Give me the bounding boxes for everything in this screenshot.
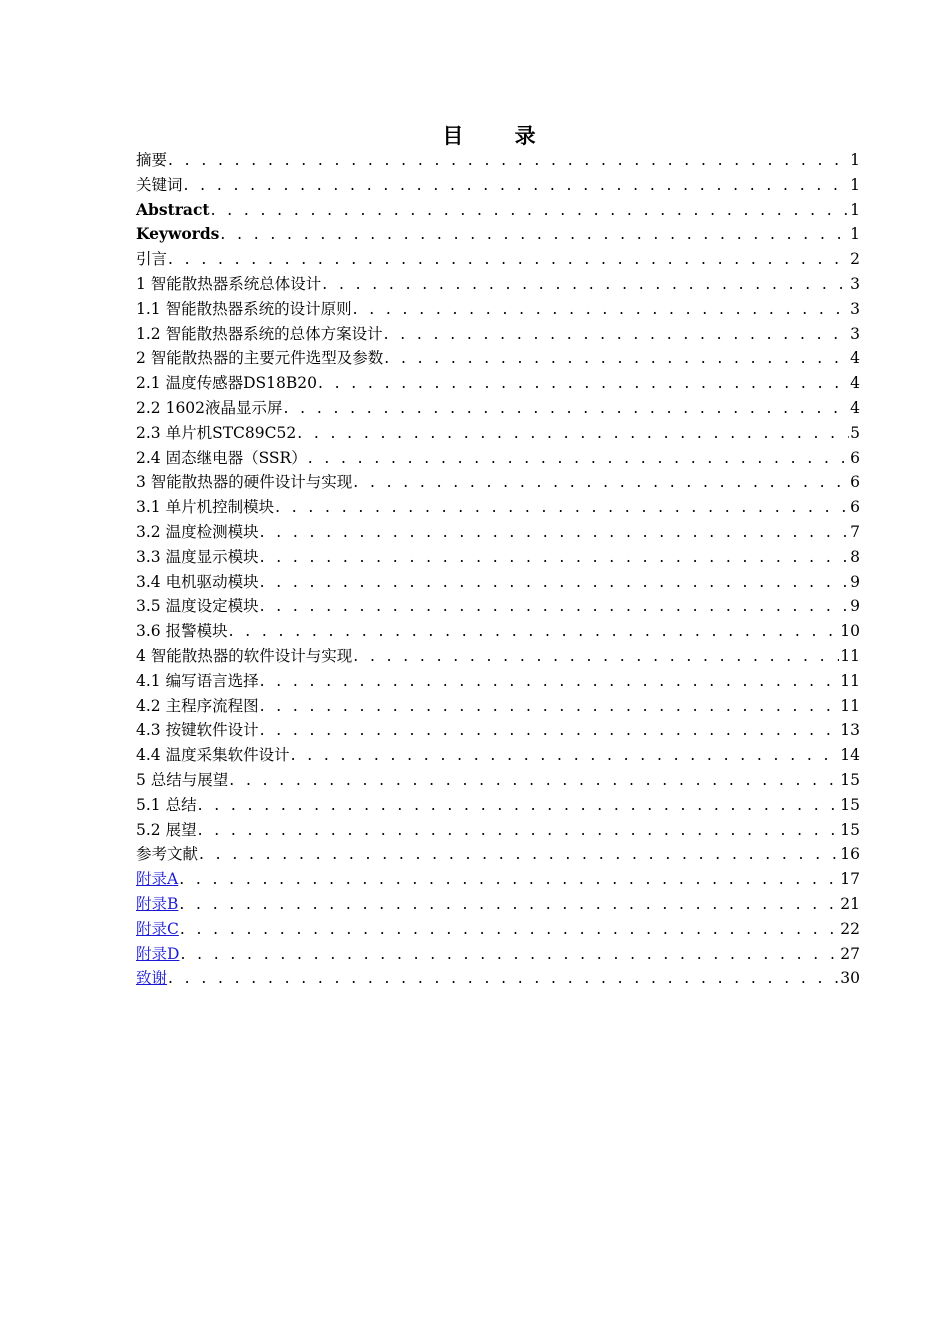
toc-entry-label: 3.1 单片机控制模块 bbox=[136, 498, 275, 517]
toc-entry[interactable] bbox=[136, 942, 860, 967]
toc-page-number: 4 bbox=[850, 398, 860, 417]
toc-page-number: 6 bbox=[850, 448, 860, 467]
toc-entry-label: 5 总结与展望 bbox=[136, 770, 229, 789]
toc-entry-link[interactable]: 致谢 bbox=[136, 969, 168, 988]
toc-entry bbox=[136, 346, 860, 371]
toc-entry-label: 4.3 按键软件设计 bbox=[136, 721, 259, 740]
dot-leader bbox=[180, 917, 839, 942]
toc-entry-label: 2.3 单片机STC89C52 bbox=[136, 423, 297, 442]
toc-entry bbox=[136, 818, 860, 843]
toc-entry bbox=[136, 470, 860, 495]
toc-entry-label: 2.2 1602液晶显示屏 bbox=[136, 398, 283, 417]
dot-leader bbox=[179, 867, 839, 892]
toc-entry bbox=[136, 297, 860, 322]
toc-entry bbox=[136, 371, 860, 396]
toc-page-number: 1 bbox=[850, 151, 860, 169]
toc-entry-label: Abstract bbox=[136, 199, 210, 219]
dot-leader bbox=[353, 297, 850, 322]
toc-entry-link[interactable]: 附录D bbox=[136, 944, 180, 963]
toc-page-number: 1 bbox=[850, 200, 860, 219]
toc-entry bbox=[136, 644, 860, 669]
toc-page-number: 4 bbox=[850, 349, 860, 368]
toc-entry-label: 4.2 主程序流程图 bbox=[136, 696, 259, 715]
dot-leader bbox=[260, 669, 840, 694]
toc-entry-label: 4 智能散热器的软件设计与实现 bbox=[136, 646, 353, 665]
toc-entry bbox=[136, 570, 860, 595]
toc-entry bbox=[136, 793, 860, 818]
toc-entry-label: 3.6 报警模块 bbox=[136, 622, 228, 641]
toc-entry-link[interactable]: 附录B bbox=[136, 894, 179, 913]
dot-leader bbox=[260, 718, 840, 743]
dot-leader bbox=[184, 173, 850, 198]
toc-page-number: 1 bbox=[850, 225, 860, 244]
toc-entry-link[interactable]: 附录A bbox=[136, 870, 179, 889]
toc-entry-label: 4.1 编写语言选择 bbox=[136, 671, 259, 690]
toc-entry-label: 2 智能散热器的主要元件选型及参数 bbox=[136, 349, 384, 368]
dot-leader bbox=[199, 842, 839, 867]
toc-page-number: 5 bbox=[850, 423, 860, 442]
dot-leader bbox=[353, 644, 839, 669]
toc-page-number: 21 bbox=[840, 894, 860, 913]
toc-entry bbox=[136, 446, 860, 471]
dot-leader bbox=[308, 446, 849, 471]
toc-page-number: 11 bbox=[840, 671, 860, 690]
dot-leader bbox=[179, 892, 839, 917]
toc-entry bbox=[136, 545, 860, 570]
toc-entry bbox=[136, 743, 860, 768]
toc-entry[interactable] bbox=[136, 917, 860, 942]
dot-leader bbox=[260, 570, 850, 595]
toc-entry-label: 3.2 温度检测模块 bbox=[136, 522, 259, 541]
toc-page-number: 10 bbox=[840, 622, 860, 641]
dot-leader bbox=[229, 768, 839, 793]
toc-entry-label: 5.2 展望 bbox=[136, 820, 197, 839]
toc-page-number: 15 bbox=[840, 820, 860, 839]
toc-entry bbox=[136, 718, 860, 743]
toc-entry bbox=[136, 842, 860, 867]
toc-entry-label: 3 智能散热器的硬件设计与实现 bbox=[136, 473, 353, 492]
toc-page-number: 13 bbox=[840, 721, 860, 740]
toc-entry-label: 参考文献 bbox=[136, 845, 199, 864]
toc-entry-label: 摘要 bbox=[136, 151, 168, 169]
toc-entry bbox=[136, 322, 860, 347]
toc-entry[interactable] bbox=[136, 892, 860, 917]
toc-page-number: 3 bbox=[850, 299, 860, 318]
toc-entry[interactable] bbox=[136, 867, 860, 892]
toc-entry-label: 2.4 固态继电器（SSR） bbox=[136, 448, 307, 467]
dot-leader bbox=[168, 148, 849, 173]
toc-page-number: 7 bbox=[850, 522, 860, 541]
toc-page-number: 3 bbox=[850, 274, 860, 293]
dot-leader bbox=[318, 371, 849, 396]
dot-leader bbox=[297, 421, 849, 446]
toc-entry bbox=[136, 495, 860, 520]
toc-entry bbox=[136, 669, 860, 694]
dot-leader bbox=[275, 495, 849, 520]
toc-page-number: 22 bbox=[840, 919, 860, 938]
toc-entry bbox=[136, 619, 860, 644]
toc-page-number: 9 bbox=[850, 597, 860, 616]
toc-entry-label: 5.1 总结 bbox=[136, 795, 197, 814]
toc-entry-label: 3.4 电机驱动模块 bbox=[136, 572, 259, 591]
dot-leader bbox=[198, 793, 840, 818]
dot-leader bbox=[260, 545, 850, 570]
dot-leader bbox=[284, 396, 850, 421]
toc-entry-label: 关键词 bbox=[136, 175, 183, 194]
dot-leader bbox=[180, 942, 839, 967]
toc-entry bbox=[136, 173, 860, 198]
dot-leader bbox=[229, 619, 840, 644]
toc-page-number: 2 bbox=[850, 250, 860, 269]
table-of-contents bbox=[136, 148, 860, 991]
toc-entry-label: 1.1 智能散热器系统的设计原则 bbox=[136, 299, 352, 318]
toc-entry bbox=[136, 396, 860, 421]
toc-entry bbox=[136, 272, 860, 297]
toc-page-number: 1 bbox=[850, 175, 860, 194]
toc-page-number: 17 bbox=[840, 870, 860, 889]
dot-leader bbox=[198, 818, 840, 843]
toc-entry bbox=[136, 594, 860, 619]
dot-leader bbox=[384, 346, 849, 371]
toc-entry-link[interactable]: 附录C bbox=[136, 919, 179, 938]
toc-entry-label: 3.3 温度显示模块 bbox=[136, 547, 259, 566]
toc-entry bbox=[136, 520, 860, 545]
toc-entry bbox=[136, 247, 860, 272]
toc-page-number: 11 bbox=[840, 646, 860, 665]
toc-page-number: 9 bbox=[850, 572, 860, 591]
toc-entry-label: 1.2 智能散热器系统的总体方案设计 bbox=[136, 324, 383, 343]
dot-leader bbox=[211, 198, 850, 223]
toc-entry-label: 3.5 温度设定模块 bbox=[136, 597, 259, 616]
dot-leader bbox=[291, 743, 840, 768]
toc-page-number: 11 bbox=[840, 696, 860, 715]
toc-page-number: 16 bbox=[840, 845, 860, 864]
toc-page-number: 15 bbox=[840, 770, 860, 789]
dot-leader bbox=[168, 247, 849, 272]
toc-entry bbox=[136, 198, 860, 223]
toc-page-number: 27 bbox=[840, 944, 860, 963]
dot-leader bbox=[220, 222, 849, 247]
toc-page-number: 15 bbox=[840, 795, 860, 814]
toc-entry bbox=[136, 768, 860, 793]
toc-entry[interactable] bbox=[136, 966, 860, 991]
toc-title: 目 录 bbox=[442, 124, 558, 148]
toc-entry-label: 引言 bbox=[136, 250, 168, 269]
toc-page-number: 14 bbox=[840, 746, 860, 765]
toc-entry bbox=[136, 421, 860, 446]
toc-entry bbox=[136, 148, 860, 173]
toc-page-number: 8 bbox=[850, 547, 860, 566]
dot-leader bbox=[322, 272, 849, 297]
toc-entry-label: 2.1 温度传感器DS18B20 bbox=[136, 374, 317, 393]
dot-leader bbox=[353, 470, 849, 495]
toc-page-number: 3 bbox=[850, 324, 860, 343]
toc-page-number: 4 bbox=[850, 374, 860, 393]
toc-page-number: 6 bbox=[850, 473, 860, 492]
toc-page-number: 30 bbox=[840, 969, 860, 988]
dot-leader bbox=[260, 520, 850, 545]
toc-entry-label: 1 智能散热器系统总体设计 bbox=[136, 274, 322, 293]
dot-leader bbox=[260, 694, 840, 719]
toc-entry-label: 4.4 温度采集软件设计 bbox=[136, 746, 290, 765]
toc-entry bbox=[136, 694, 860, 719]
toc-entry bbox=[136, 222, 860, 247]
toc-page-number: 6 bbox=[850, 498, 860, 517]
dot-leader bbox=[260, 594, 850, 619]
dot-leader bbox=[384, 322, 850, 347]
dot-leader bbox=[168, 966, 839, 991]
toc-entry-label: Keywords bbox=[136, 224, 220, 244]
